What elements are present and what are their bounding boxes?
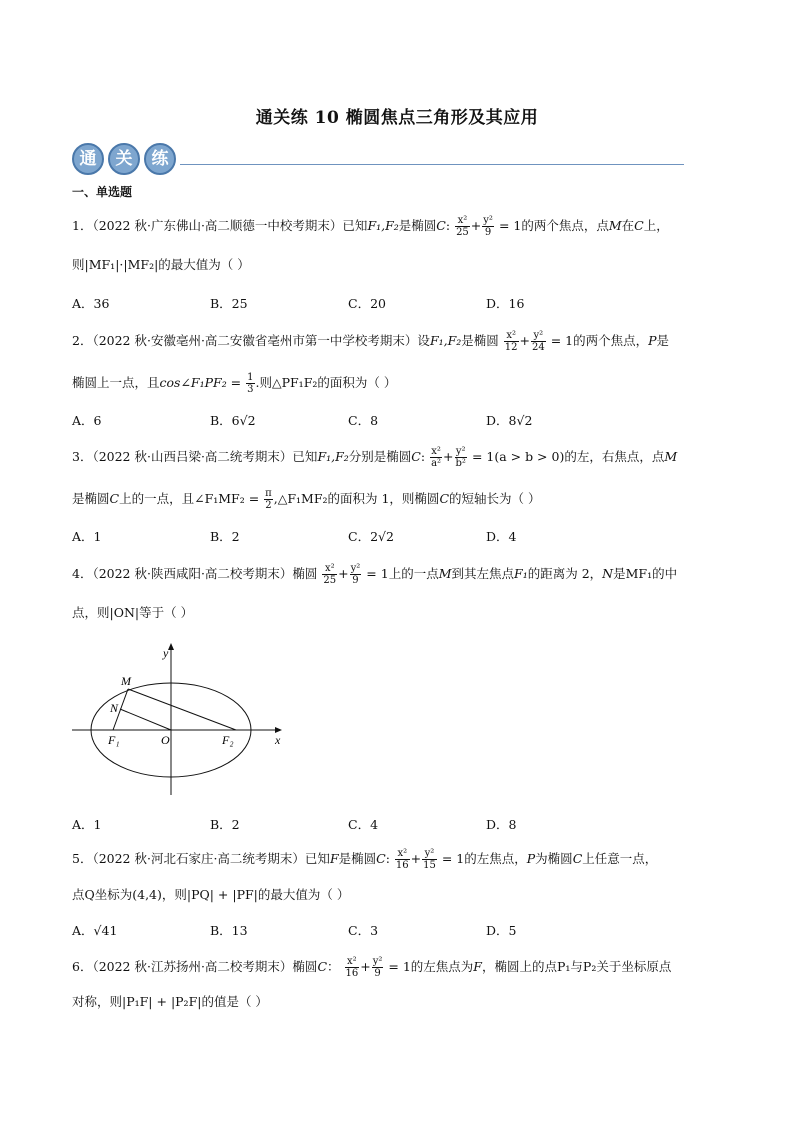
fraction: $\frac{\text{x²}}{16}$ [345,956,359,979]
question-3-line-2: 是椭圆C上的一点，且∠F₁MF₂ = $\frac{\pi}{2}$ ,△F₁MF₂的面积为 1，则椭圆C的短轴长为（ ） [72,488,541,511]
fraction: $\frac{\text{x²}}{16}$ [395,848,409,871]
label-y: y [163,646,169,660]
segment-m-f2 [128,689,236,730]
question-5-line-2: 点Q坐标为(4,4)，则|PQ| + |PF|的最大值为（ ） [72,887,350,902]
banner-badge-tong: 通 [72,143,104,175]
fraction: $\frac{\text{y²}}{24}$ [532,330,545,353]
label-n: N [110,701,119,715]
q3-option-d: D．4 [486,529,517,544]
label-x: x [275,733,281,747]
question-4-line-2: 点，则|ON|等于（ ） [72,605,194,620]
fraction: $\frac{\text{x²}}{12}$ [504,330,518,353]
fraction: $\frac{1}{3}$ [247,372,254,395]
q1-option-b: B．25 [210,296,248,311]
label-o: O [161,733,170,747]
q2-option-c: C．8 [348,413,379,428]
banner-rule [180,164,684,165]
q4-option-c: C．4 [348,817,379,832]
fraction: $\frac{\text{x²}}{25}$ [323,563,337,586]
practice-banner [72,143,684,177]
segment-n-o [120,709,171,730]
question-2-line-2: 椭圆上一点，且cos∠F₁PF₂ = $\frac{1}{3}$ .则△PF₁F₂的面积为（ ） [72,372,397,395]
question-5-line-1: 5．（2022 秋·河北石家庄·高二统考期末）已知F是椭圆C: $\frac{\text{x²}}{16}$ + $\frac{\text{y²}}{15}$ = 1的左焦点，P为椭圆C上任意一点， [72,848,658,871]
q1-option-d: D．16 [486,296,525,311]
q3-option-a: A．1 [72,529,102,544]
q3-option-c: C．2√2 [348,529,394,544]
q4-option-b: B．2 [210,817,240,832]
label-f2: F₂ [222,733,234,747]
question-6-line-1: 6．（2022 秋·江苏扬州·高二校考期末）椭圆C： $\frac{\text{x²}}{16}$ + $\frac{\text{y²}}{9}$ = 1的左焦点为F，椭圆上的点P₁与P₂关于坐标原点 [72,956,672,979]
question-3-line-1: 3．（2022 秋·山西吕梁·高二统考期末）已知F₁,F₂分别是椭圆C: $\frac{\text{x²}}{\text{a²}}$ + $\frac{\text{y²}}{\text{b²}}$ = 1(a > b > 0)的左，右焦点，点M [72,446,678,469]
label-f1: F₁ [108,733,120,747]
fraction: $\frac{\text{y²}}{15}$ [423,848,436,871]
question-6-line-2: 对称，则|P₁F| + |P₂F|的值是（ ） [72,994,268,1009]
page-title: 通关练 10 椭圆焦点三角形及其应用 [255,108,539,128]
fraction: $\frac{\text{y²}}{9}$ [483,215,493,238]
q2-option-b: B．6√2 [210,413,256,428]
q5-option-d: D．5 [486,923,517,938]
q1-option-a: A．36 [72,296,110,311]
fraction: $\frac{\text{y²}}{9}$ [372,956,383,979]
q5-option-c: C．3 [348,923,379,938]
y-axis-arrow [168,643,174,650]
fraction: $\frac{\pi}{2}$ [265,488,272,511]
q3-option-b: B．2 [210,529,240,544]
q1-option-c: C．20 [348,296,386,311]
question-2-line-1: 2．（2022 秋·安徽亳州·高二安徽省亳州市第一中学校考期末）设F₁,F₂是椭圆 $\frac{\text{x²}}{12}$ + $\frac{\text{y²}}{24}$ = 1的两个焦点，P是 [72,330,670,353]
fraction: $\frac{\text{x²}}{25}$ [456,215,469,238]
q4-option-a: A．1 [72,817,102,832]
q5-option-b: B．13 [210,923,248,938]
banner-badge-lian: 练 [144,143,176,175]
fraction: $\frac{\text{y²}}{\text{b²}}$ [455,446,466,469]
fraction: $\frac{\text{y²}}{9}$ [350,563,361,586]
label-m: M [121,674,131,688]
question-1-line-2: 则|MF₁|·|MF₂|的最大值为（ ） [72,257,250,272]
section-title: 一、单选题 [72,185,133,199]
q2-option-a: A．6 [72,413,102,428]
question-1-line-1: 1．（2022 秋·广东佛山·高二顺德一中校考期末）已知F₁,F₂是椭圆C: $\frac{\text{x²}}{25}$ + $\frac{\text{y²}}{9}$ = 1的两个焦点，点M在C上， [72,215,669,238]
ellipse-figure [70,640,290,800]
banner-badge-guan: 关 [108,143,140,175]
fraction: $\frac{\text{x²}}{\text{a²}}$ [431,446,442,469]
q5-option-a: A．√41 [72,923,118,938]
q4-option-d: D．8 [486,817,517,832]
q2-option-d: D．8√2 [486,413,533,428]
question-4-line-1: 4．（2022 秋·陕西咸阳·高二校考期末）椭圆 $\frac{\text{x²}}{25}$ + $\frac{\text{y²}}{9}$ = 1上的一点M到其左焦点F₁的距离为 2，N是MF₁的中 [72,563,678,586]
